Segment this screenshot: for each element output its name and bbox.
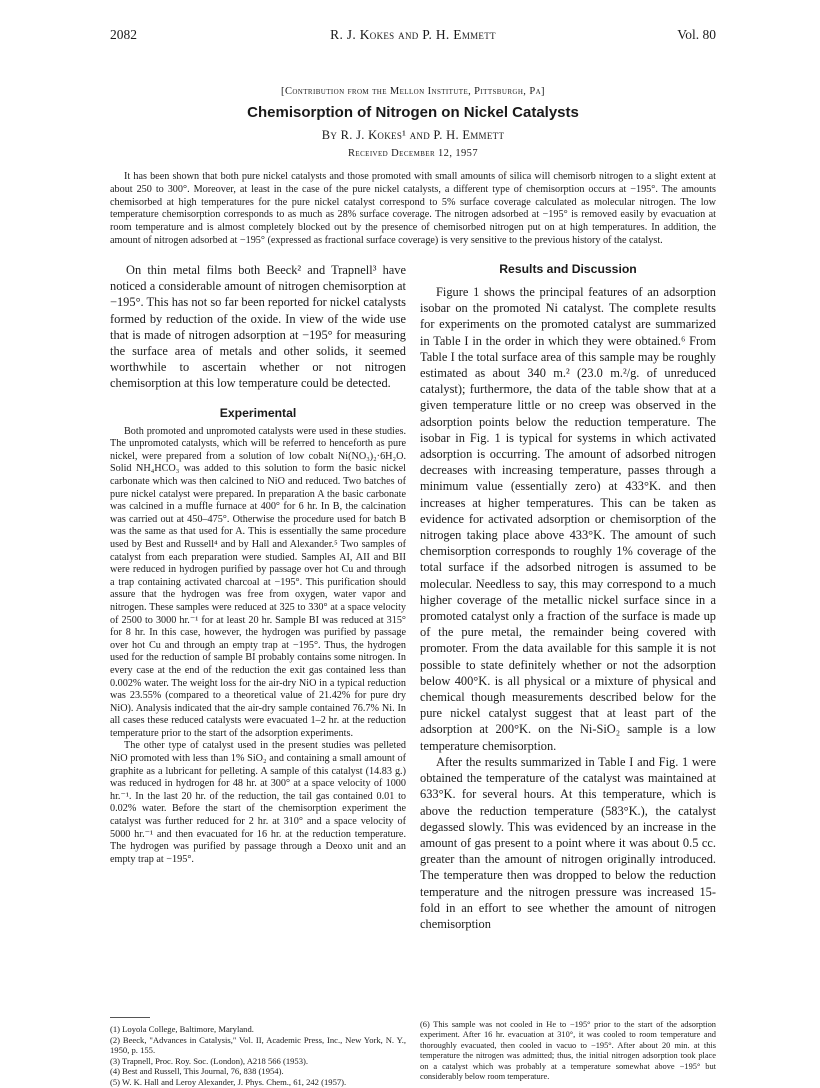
page-number: 2082 bbox=[110, 27, 137, 42]
section-heading-results: Results and Discussion bbox=[499, 262, 637, 276]
footnote: (4) Best and Russell, This Journal, 76, 838 (1954). bbox=[110, 1066, 284, 1077]
footnote: (5) W. K. Hall and Leroy Alexander, J. Phys. Chem., 61, 242 (1957). bbox=[110, 1076, 347, 1087]
footnote: (3) Trapnell, Proc. Roy. Soc. (London), A218 566 (1953). bbox=[110, 1055, 309, 1066]
footnote: (2) Beeck, "Advances in Catalysis," Vol. II, Academic Press, Inc., New York, N. Y., 1950, p. 155. bbox=[110, 1034, 406, 1056]
experimental-paragraph-1: Both promoted and unpromoted catalysts were used in these studies. The unpromoted catalysts, which will be referred to henceforth as pure nickel, were prepared from a solution of low cobalt Ni(NO₃)₂·6H₂O. Solid NH₄HCO₃ was added to this solution to form the basic nickel carbonate which was then calcined to NiO and reduced. Two batches of pure nickel catalyst were prepared. In preparation A the basic carbonate was calcined in a muffle furnace at 400° for 6 hr. In B, the calcination was carried out at 450–475°. Otherwise the procedure used for batch B was the same as that used for A. This is essentially the same procedure used by Best and Russell⁴ and by Hall and Alexander.⁵ Two samples of catalyst from each preparation were studied. Samples AI, AII and BII were reduced in hydrogen purified by passage over hot Cu and through a trap containing activated charcoal at −195°. This purification should assure that the hydrogen was free from oxygen, water vapor and nitrogen. These samples were reduced at 325 to 330° at a space velocity of 2500 to 3000 hr.⁻¹ for at least 20 hr. Sample BI was reduced at 315° for 8 hr. In this case, however, the hydrogen was purified by passage over hot Cu and through an empty trap at −195°. Thus, the hydrogen used for the reduction of sample BI probably contains some nitrogen. In every case at the end of the reduction the exit gas contained less than 0.002% water. The weight loss for the air-dry NiO in a typical reduction was 23.55% (compared to a theoretical value of 21.42% for pure dry NiO). Analysis indicated that the air-dry sample contained 76.7% Ni. In all cases these reduced catalysts were evacuated 1–2 hr. at the reduction temperature prior to the start of the adsorption experiments. bbox=[110, 425, 406, 739]
author-byline: By R. J. Kokes¹ and P. H. Emmett bbox=[321, 128, 505, 142]
contribution-line: [Contribution from the Mellon Institute, Pittsburgh, Pa] bbox=[281, 86, 545, 97]
section-heading-experimental: Experimental bbox=[219, 405, 297, 420]
intro-paragraph: On thin metal films both Beeck² and Trapnell³ have noticed a considerable amount of nitrogen chemisorption at −195°. This has not so far been reported for nickel catalysts formed by reduction of the oxide. In view of the wide use that is made of nitrogen adsorption at −195° for measuring the surface area of metals and other solids, it seemed worthwhile to ascertain whether or not nitrogen chemisorption at this low temperature could be detected. bbox=[110, 263, 406, 391]
article-title: Chemisorption of Nitrogen on Nickel Catalysts bbox=[247, 104, 579, 121]
volume-label: Vol. 80 bbox=[677, 27, 716, 42]
received-date: Received December 12, 1957 bbox=[348, 148, 478, 159]
running-title: R. J. Kokes and P. H. Emmett bbox=[330, 27, 496, 42]
results-paragraph-1: Figure 1 shows the principal features of an adsorption isobar on the promoted Ni catalyst. The complete results for experiments on the promoted catalyst are summarized in Table I in the order in which they were obtained.⁶ From Table I the total surface area of this sample may be roughly estimated as about 340 m.² (23.0 m.²/g. of unreduced catalyst); furthermore, the data of the table show that at a given temperature little or no creep was observed in the adsorption points below the reduction temperature. The isobar in Fig. 1 is typical for systems in which activated adsorption is occurring. The amount of adsorbed nitrogen decreases with increasing temperature, passes through a minimum value (essentially zero) at 433°K. and then increases at higher temperatures. This can be taken as evidence for activated adsorption or chemisorption of the nitrogen taking place above 433°K. The amount of such chemisorption corresponds to roughly 1% coverage of the total surface if the adsorbed nitrogen is assumed to be molecular. Needless to say, this may correspond to a much higher coverage of the metallic nickel surface since in a promoted catalyst only a fraction of the surface is made up of the pure metal, the remainder being covered with promoter. From the data available for this sample it is not possible to state definitely whether or not the adsorption below 400°K. is all physical or a mixture of physical and chemical though measurements described below for the pure nickel catalyst suggest that at least part of the adsorption at 200°K. on the Ni-SiO₂ sample is a low temperature chemisorption. bbox=[420, 285, 716, 753]
results-paragraph-2: After the results summarized in Table I and Fig. 1 were obtained the temperature of the catalyst was maintained at 633°K. for several hours. At this temperature, which is above the reduction temperature (583°K.), the catalyst degassed slowly. This was evidenced by an increase in the amount of gas present to a point where it was about 0.5 cc. greater than the amount of nitrogen originally introduced. The temperature then was dropped to below the reduction temperature and the nitrogen pressure was increased 15-fold in an effort to see whether the amount of nitrogen chemisorption bbox=[420, 754, 716, 931]
footnotes-left bbox=[110, 1017, 406, 1088]
footnote-rule bbox=[110, 1017, 150, 1018]
right-column bbox=[420, 262, 716, 932]
experimental-paragraph-2: The other type of catalyst used in the present studies was pelleted NiO promoted with less than 1% SiO₂ and containing a small amount of graphite as a lubricant for pelleting. A sample of this catalyst (14.83 g.) was reduced in hydrogen for 48 hr. at 300° at a space velocity of 1000 hr.⁻¹. In the last 20 hr. of the reduction, the tail gas contained 0.01 to 0.02% water. Before the start of the chemisorption experiment the catalyst was further reduced for 2 hr. at 310° and a space velocity of 5000 hr.⁻¹ and then evacuated for 16 hr. at the reduction temperature. The hydrogen was purified by passage through a Deoxo unit and an empty trap at −195°. bbox=[110, 740, 406, 865]
left-column bbox=[110, 262, 406, 866]
running-head bbox=[110, 27, 716, 45]
abstract: It has been shown that both pure nickel catalysts and those promoted with small amounts of silica will chemisorb nitrogen to a slight extent at about 250 to 300°. Moreover, at least in the case of the pure nickel catalysts, a different type of chemisorption occurs at −195°. The amounts chemisorbed at high temperatures for the pure nickel catalyst correspond to 5% surface coverage calculated as molecular nitrogen. The low temperature chemisorption corresponds to as much as 28% surface coverage. The nitrogen adsorbed at −195° is removed easily by evacuation at room temperature and is almost completely blocked out by the presence of chemisorbed nitrogen put on at high temperatures. In addition, the amount of nitrogen adsorbed at −195° (expressed as fractional surface coverage) is very sensitive to the previous history of the catalyst. bbox=[110, 171, 716, 246]
footnotes-right bbox=[420, 1020, 716, 1082]
footnote: (1) Loyola College, Baltimore, Maryland. bbox=[110, 1024, 254, 1034]
footnote: (6) This sample was not cooled in He to −195° prior to the start of the adsorption experiment. After 16 hr. evacuation at 310°, it was cooled to room temperature and thoroughly evacuated, then cooled in vacuo to −195°. After about 20 min. at this temperature the nitrogen was admitted; thus, the initial nitrogen adsorption took place on a catalyst which was probably at a temperature somewhat above −195° but considerably below room temperature. bbox=[420, 1020, 716, 1082]
